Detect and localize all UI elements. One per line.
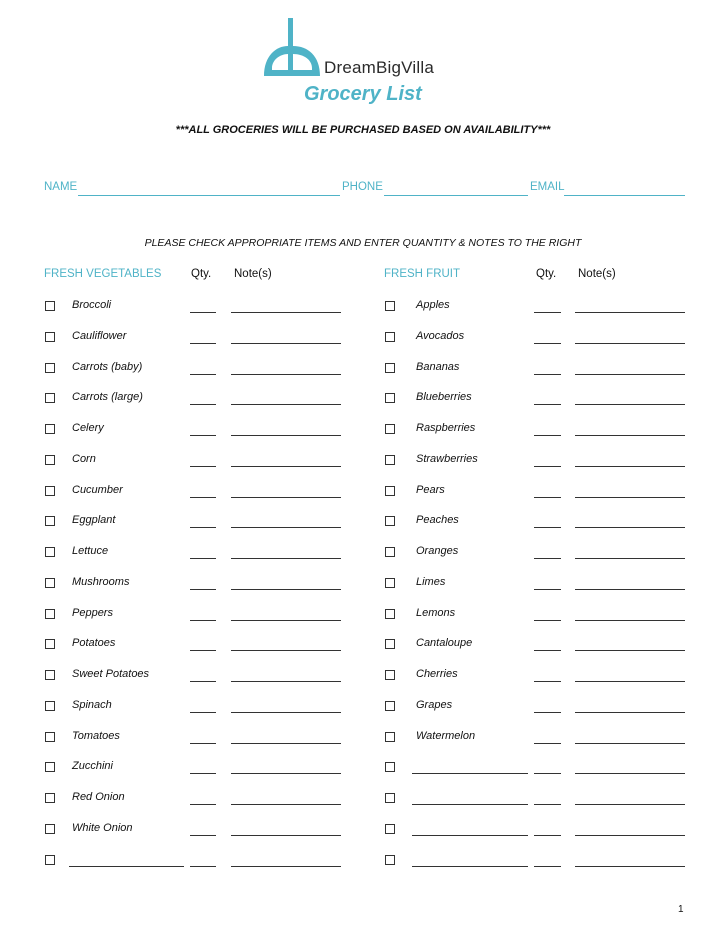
vegetable-custom-item-field[interactable] — [69, 866, 184, 867]
fruit-checkbox[interactable] — [385, 824, 395, 834]
vegetable-notes-field[interactable] — [231, 804, 341, 805]
vegetable-checkbox[interactable] — [45, 332, 55, 342]
fruit-qty-field[interactable] — [534, 866, 561, 867]
vegetable-qty-field[interactable] — [190, 712, 216, 713]
fruit-qty-field[interactable] — [534, 681, 561, 682]
fruit-checkbox[interactable] — [385, 670, 395, 680]
fruit-checkbox[interactable] — [385, 855, 395, 865]
fruit-qty-field[interactable] — [534, 404, 561, 405]
vegetable-notes-field[interactable] — [231, 404, 341, 405]
fruit-qty-field[interactable] — [534, 312, 561, 313]
fruit-item-label: Raspberries — [416, 422, 476, 434]
phone-field[interactable] — [384, 195, 528, 196]
vegetable-item-label: Zucchini — [72, 760, 113, 773]
page-number: 1 — [678, 904, 684, 915]
fruit-item-label: Bananas — [416, 360, 460, 373]
fruit-heading: FRESH FRUIT — [384, 268, 461, 280]
fruit-notes-field[interactable] — [575, 773, 685, 774]
fruit-notes-field[interactable] — [575, 620, 685, 621]
vegetable-item-label: Broccoli — [72, 299, 112, 311]
vegetable-qty-field[interactable] — [190, 804, 216, 805]
fruit-custom-item-field[interactable] — [412, 866, 528, 867]
vegetables-heading: FRESH VEGETABLES — [44, 268, 162, 280]
fruit-notes-field[interactable] — [575, 466, 685, 467]
vegetable-checkbox[interactable] — [45, 516, 55, 526]
fruit-qty-field[interactable] — [534, 435, 561, 436]
fruit-qty-header: Qty. — [536, 268, 557, 280]
vegetable-notes-field[interactable] — [231, 466, 341, 467]
fruit-notes-field[interactable] — [575, 712, 685, 713]
fruit-notes-field[interactable] — [575, 527, 685, 528]
fruit-checkbox[interactable] — [385, 455, 395, 465]
vegetable-qty-field[interactable] — [190, 497, 216, 498]
vegetable-checkbox[interactable] — [45, 855, 55, 865]
fruit-notes-field[interactable] — [575, 650, 685, 651]
vegetable-notes-field[interactable] — [231, 712, 341, 713]
vegetable-notes-field[interactable] — [231, 497, 341, 498]
vegetable-checkbox[interactable] — [45, 486, 55, 496]
vegetable-qty-field[interactable] — [190, 650, 216, 651]
fruit-checkbox[interactable] — [385, 732, 395, 742]
fruit-notes-field[interactable] — [575, 743, 685, 744]
fruit-notes-field[interactable] — [575, 343, 685, 344]
fruit-item-label: Watermelon — [416, 729, 476, 742]
vegetable-checkbox[interactable] — [45, 547, 55, 557]
vegetable-notes-field[interactable] — [231, 773, 341, 774]
vegetables-notes-header: Note(s) — [234, 268, 272, 280]
fruit-qty-field[interactable] — [534, 558, 561, 559]
fruit-qty-field[interactable] — [534, 835, 561, 836]
vegetable-item-label: Tomatoes — [72, 729, 120, 742]
vegetable-qty-field[interactable] — [190, 374, 216, 375]
vegetable-notes-field[interactable] — [231, 343, 341, 344]
fruit-notes-field[interactable] — [575, 589, 685, 590]
fruit-qty-field[interactable] — [534, 773, 561, 774]
fruit-item-label: Avocados — [416, 329, 465, 342]
phone-label: PHONE — [342, 181, 383, 193]
fruit-checkbox[interactable] — [385, 547, 395, 557]
email-label: EMAIL — [530, 181, 565, 193]
vegetable-checkbox[interactable] — [45, 639, 55, 649]
vegetable-item-label: Lettuce — [72, 545, 109, 557]
vegetable-checkbox[interactable] — [45, 609, 55, 619]
fruit-item-label: Blueberries — [416, 391, 472, 404]
vegetable-checkbox[interactable] — [45, 393, 55, 403]
vegetable-qty-field[interactable] — [190, 835, 216, 836]
vegetable-notes-field[interactable] — [231, 589, 341, 590]
fruit-item-label: Strawberries — [416, 452, 478, 465]
fruit-item-label: Cantaloupe — [416, 637, 473, 650]
vegetable-qty-field[interactable] — [190, 589, 216, 590]
vegetable-item-label: Peppers — [72, 606, 113, 619]
vegetable-qty-field[interactable] — [190, 343, 216, 344]
vegetable-checkbox[interactable] — [45, 701, 55, 711]
fruit-qty-field[interactable] — [534, 466, 561, 467]
email-field[interactable] — [564, 195, 685, 196]
vegetable-item-label: Potatoes — [72, 637, 116, 650]
vegetable-item-label: Red Onion — [72, 791, 125, 803]
fruit-notes-header: Note(s) — [578, 268, 616, 280]
name-field[interactable] — [78, 195, 340, 196]
vegetable-qty-field[interactable] — [190, 743, 216, 744]
vegetable-notes-field[interactable] — [231, 835, 341, 836]
fruit-notes-field[interactable] — [575, 312, 685, 313]
availability-notice: ***ALL GROCERIES WILL BE PURCHASED BASED ON AVAILABILITY*** — [175, 124, 551, 136]
fruit-qty-field[interactable] — [534, 650, 561, 651]
fruit-notes-field[interactable] — [575, 558, 685, 559]
fruit-qty-field[interactable] — [534, 804, 561, 805]
fruit-checkbox[interactable] — [385, 701, 395, 711]
villa-logo-icon — [262, 18, 322, 80]
vegetable-checkbox[interactable] — [45, 363, 55, 373]
vegetable-qty-field[interactable] — [190, 527, 216, 528]
vegetable-notes-field[interactable] — [231, 435, 341, 436]
vegetable-notes-field[interactable] — [231, 558, 341, 559]
vegetable-notes-field[interactable] — [231, 620, 341, 621]
vegetable-checkbox[interactable] — [45, 455, 55, 465]
vegetable-notes-field[interactable] — [231, 312, 341, 313]
name-label: NAME — [44, 181, 78, 193]
fruit-checkbox[interactable] — [385, 301, 395, 311]
fruit-qty-field[interactable] — [534, 712, 561, 713]
vegetables-qty-header: Qty. — [191, 268, 212, 280]
fruit-notes-field[interactable] — [575, 497, 685, 498]
instructions: PLEASE CHECK APPROPRIATE ITEMS AND ENTER QUANTITY & NOTES TO THE RIGHT — [144, 237, 582, 249]
fruit-checkbox[interactable] — [385, 363, 395, 373]
vegetable-checkbox[interactable] — [45, 424, 55, 434]
vegetable-checkbox[interactable] — [45, 762, 55, 772]
fruit-custom-item-field[interactable] — [412, 804, 528, 805]
vegetable-checkbox[interactable] — [45, 301, 55, 311]
vegetable-item-label: Carrots (baby) — [72, 360, 143, 373]
vegetable-qty-field[interactable] — [190, 681, 216, 682]
fruit-checkbox[interactable] — [385, 639, 395, 649]
vegetable-item-label: Cucumber — [72, 483, 123, 496]
fruit-item-label: Cherries — [416, 668, 458, 680]
vegetable-item-label: Sweet Potatoes — [72, 668, 150, 680]
vegetable-qty-field[interactable] — [190, 466, 216, 467]
fruit-checkbox[interactable] — [385, 393, 395, 403]
vegetable-checkbox[interactable] — [45, 578, 55, 588]
fruit-custom-item-field[interactable] — [412, 773, 528, 774]
fruit-checkbox[interactable] — [385, 332, 395, 342]
fruit-item-label: Grapes — [416, 698, 453, 711]
fruit-qty-field[interactable] — [534, 374, 561, 375]
vegetable-item-label: Cauliflower — [72, 329, 127, 342]
fruit-checkbox[interactable] — [385, 762, 395, 772]
vegetable-qty-field[interactable] — [190, 866, 216, 867]
vegetable-item-label: Eggplant — [72, 514, 116, 527]
vegetable-item-label: Carrots (large) — [72, 391, 143, 404]
fruit-checkbox[interactable] — [385, 516, 395, 526]
fruit-qty-field[interactable] — [534, 497, 561, 498]
vegetable-checkbox[interactable] — [45, 793, 55, 803]
vegetable-checkbox[interactable] — [45, 824, 55, 834]
fruit-notes-field[interactable] — [575, 866, 685, 867]
fruit-item-label: Lemons — [416, 606, 456, 619]
vegetable-qty-field[interactable] — [190, 620, 216, 621]
vegetable-notes-field[interactable] — [231, 681, 341, 682]
vegetable-item-label: Corn — [72, 452, 96, 465]
vegetable-notes-field[interactable] — [231, 866, 341, 867]
vegetable-qty-field[interactable] — [190, 435, 216, 436]
fruit-qty-field[interactable] — [534, 527, 561, 528]
fruit-qty-field[interactable] — [534, 343, 561, 344]
fruit-notes-field[interactable] — [575, 435, 685, 436]
fruit-qty-field[interactable] — [534, 589, 561, 590]
fruit-qty-field[interactable] — [534, 620, 561, 621]
brand-name: DreamBigVilla — [324, 58, 434, 77]
vegetable-qty-field[interactable] — [190, 404, 216, 405]
fruit-custom-item-field[interactable] — [412, 835, 528, 836]
fruit-checkbox[interactable] — [385, 609, 395, 619]
fruit-item-label: Apples — [416, 299, 450, 311]
vegetable-item-label: Mushrooms — [72, 575, 130, 588]
vegetable-notes-field[interactable] — [231, 374, 341, 375]
fruit-notes-field[interactable] — [575, 681, 685, 682]
fruit-item-label: Pears — [416, 483, 445, 496]
fruit-item-label: Limes — [416, 575, 446, 588]
fruit-notes-field[interactable] — [575, 374, 685, 375]
vegetable-checkbox[interactable] — [45, 732, 55, 742]
vegetable-qty-field[interactable] — [190, 312, 216, 313]
vegetable-notes-field[interactable] — [231, 650, 341, 651]
vegetable-item-label: Celery — [72, 422, 104, 434]
vegetable-notes-field[interactable] — [231, 743, 341, 744]
fruit-item-label: Peaches — [416, 514, 459, 527]
page-title: Grocery List — [304, 83, 422, 105]
vegetable-qty-field[interactable] — [190, 773, 216, 774]
fruit-checkbox[interactable] — [385, 793, 395, 803]
fruit-checkbox[interactable] — [385, 424, 395, 434]
fruit-notes-field[interactable] — [575, 835, 685, 836]
fruit-notes-field[interactable] — [575, 804, 685, 805]
fruit-checkbox[interactable] — [385, 486, 395, 496]
vegetable-notes-field[interactable] — [231, 527, 341, 528]
vegetable-item-label: White Onion — [72, 821, 133, 834]
vegetable-item-label: Spinach — [72, 698, 112, 711]
vegetable-qty-field[interactable] — [190, 558, 216, 559]
fruit-qty-field[interactable] — [534, 743, 561, 744]
fruit-checkbox[interactable] — [385, 578, 395, 588]
fruit-notes-field[interactable] — [575, 404, 685, 405]
vegetable-checkbox[interactable] — [45, 670, 55, 680]
fruit-item-label: Oranges — [416, 545, 459, 557]
